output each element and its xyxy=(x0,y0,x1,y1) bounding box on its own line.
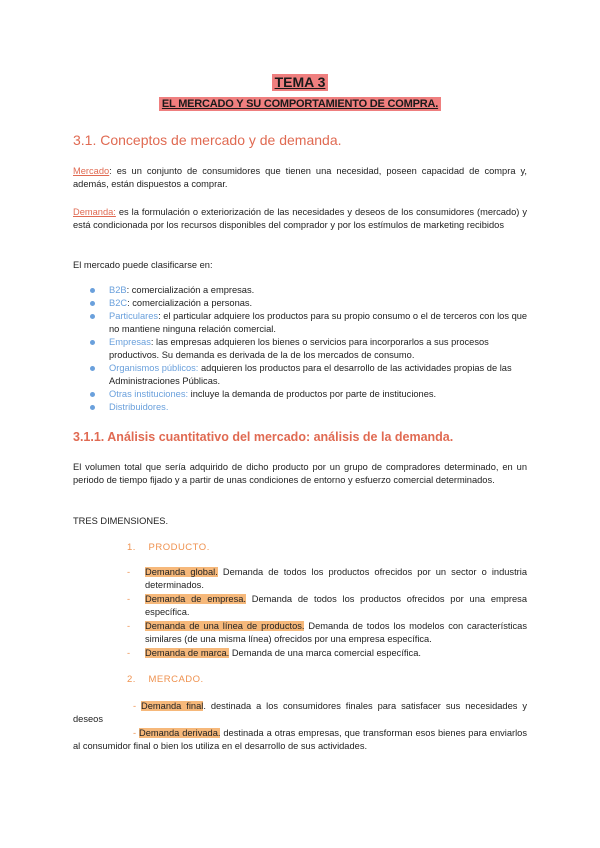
dash-icon: - xyxy=(127,594,131,604)
dimension-mercado-heading xyxy=(127,674,204,685)
bullet-dot-icon xyxy=(90,366,95,371)
dash-icon: - xyxy=(133,728,139,738)
dash-icon: - xyxy=(127,567,131,577)
list-item: B2C: comercialización a personas. xyxy=(90,297,530,310)
definition-demanda xyxy=(73,206,527,232)
list-item: Empresas: las empresas adquieren los bienes o servicios para incorporarlos a sus procesos productivos. Su demanda es derivada de la de los mercados de consumo. xyxy=(90,336,530,362)
bullet-dot-icon xyxy=(90,340,95,345)
list-item: - Demanda de una línea de productos. Demanda de todos los modelos con características similares (de una misma línea) ofrecidos por una empresa específica. xyxy=(127,621,527,644)
bullet-dot-icon xyxy=(90,405,95,410)
classification-list xyxy=(90,284,530,414)
list-item: B2B: comercialización a empresas. xyxy=(90,284,530,297)
dimension-producto-heading xyxy=(127,542,210,553)
definition-demanda-text: es la formulación o exteriorización de las necesidades y deseos de los consumidores (mercado) y está condicionada por los recursos disponibles del comprador y por los estímulos de marketing recibidos xyxy=(73,207,527,230)
term-mercado: Mercado xyxy=(73,166,110,176)
bullet-dot-icon xyxy=(90,301,95,306)
term-demanda: Demanda: xyxy=(73,207,116,217)
definition-mercado xyxy=(73,165,527,191)
dash-icon: - xyxy=(133,701,142,711)
list-item: - Demanda global. Demanda de todos los productos ofrecidos por un sector o industria determinados. xyxy=(127,567,527,590)
definition-mercado-text: : es un conjunto de consumidores que tienen una necesidad, poseen capacidad de compra y, además, están dispuestos a comprar. xyxy=(73,166,527,189)
list-item: - Demanda de marca. Demanda de una marca comercial específica. xyxy=(127,648,421,658)
dimension-label: MERCADO. xyxy=(148,674,204,685)
bullet-dot-icon xyxy=(90,392,95,397)
list-item: - Demanda de empresa. Demanda de todos los productos ofrecidos por una empresa específica. xyxy=(127,594,527,617)
dimension-number: 1. xyxy=(127,542,136,553)
list-item: Otras instituciones: incluye la demanda de productos por parte de instituciones. xyxy=(90,388,530,401)
dimensions-label: TRES DIMENSIONES. xyxy=(73,516,169,526)
section-heading-3-1: 3.1. Conceptos de mercado y de demanda. xyxy=(73,132,342,148)
page-subtitle: EL MERCADO Y SU COMPORTAMIENTO DE COMPRA. xyxy=(159,97,441,111)
bullet-dot-icon xyxy=(90,288,95,293)
section-heading-3-1-1: 3.1.1. Análisis cuantitativo del mercado: análisis de la demanda. xyxy=(73,430,454,444)
mercado-demand-final: - Demanda final. destinada a los consumidores finales para satisfacer sus necesidades y deseos xyxy=(73,701,527,724)
dimension-label: PRODUCTO. xyxy=(148,542,210,553)
mercado-demand-derivada: - Demanda derivada. destinada a otras empresas, que transforman esos bienes para enviarlos al consumidor final o bien los utiliza en el desarrollo de sus actividades. xyxy=(73,728,527,751)
dash-icon: - xyxy=(127,621,131,631)
bullet-dot-icon xyxy=(90,314,95,319)
title-block xyxy=(0,74,600,112)
list-item: Particulares: el particular adquiere los productos para su propio consumo o el de terceros con los que no mantiene ninguna relación comercial. xyxy=(90,310,530,336)
page-title: TEMA 3 xyxy=(272,74,329,91)
demand-analysis-intro: El volumen total que sería adquirido de dicho producto por un grupo de compradores determinado, en un periodo de tiempo fijado y a partir de unas condiciones de entorno y esfuerzo comercial determinados. xyxy=(73,462,527,485)
list-item: Organismos públicos: adquieren los productos para el desarrollo de las actividades propias de las Administraciones Públicas. xyxy=(90,362,530,388)
list-item: Distribuidores. xyxy=(90,401,530,414)
dash-icon: - xyxy=(127,648,131,658)
dimension-number: 2. xyxy=(127,674,136,685)
classification-intro: El mercado puede clasificarse en: xyxy=(73,260,213,270)
producto-demand-list xyxy=(127,566,527,661)
